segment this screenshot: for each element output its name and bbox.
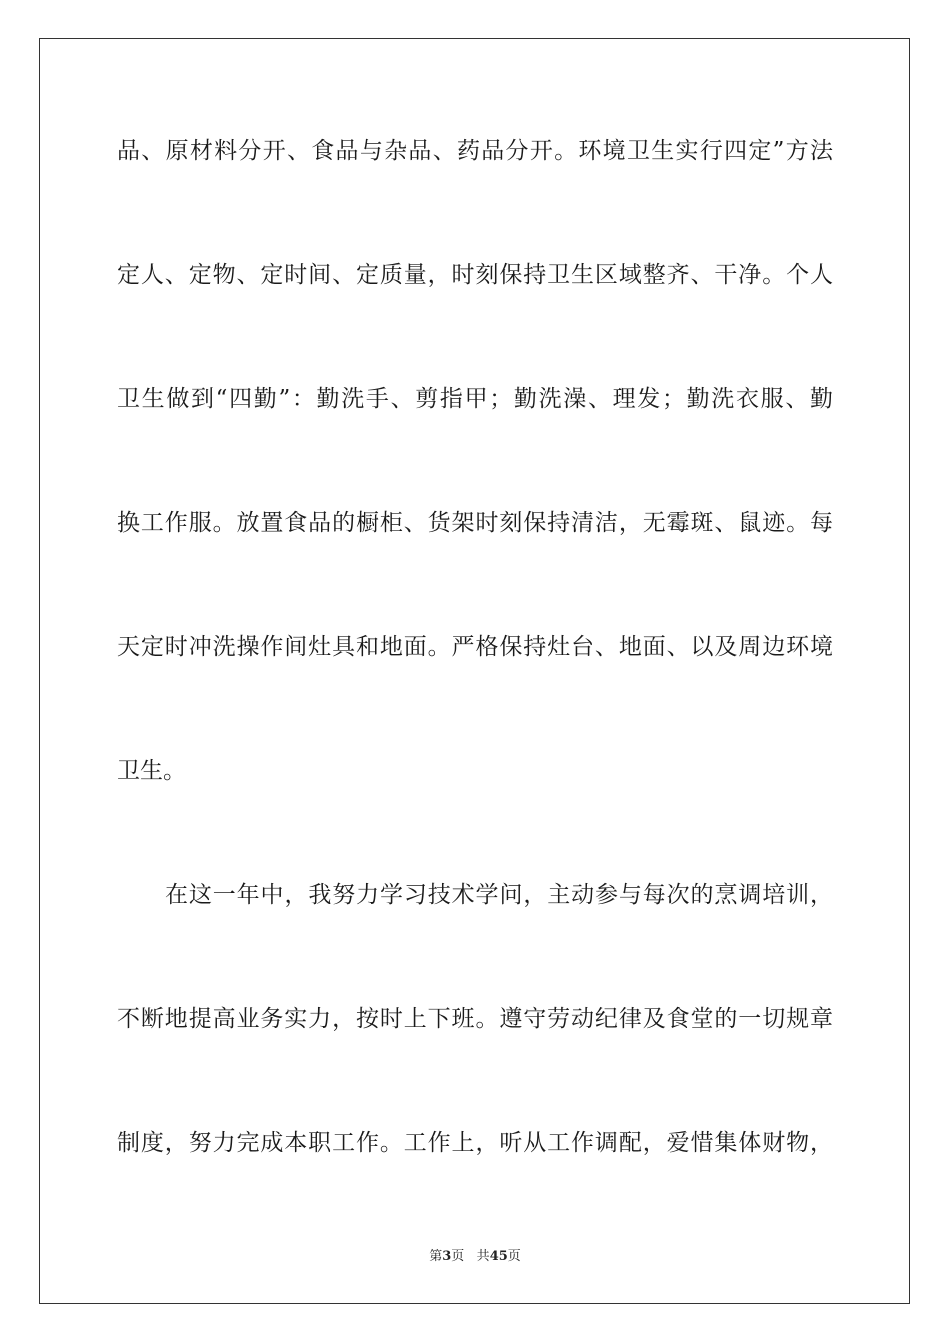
- page-number: 3: [442, 1249, 452, 1264]
- page-border: [39, 38, 910, 1304]
- paragraph-line-6: 卫生。: [117, 758, 186, 784]
- page-footer: [0, 1248, 950, 1266]
- page-prefix: 第: [429, 1249, 443, 1264]
- paragraph-line-8: 不断地提高业务实力，按时上下班。遵守劳动纪律及食堂的一切规章: [117, 1006, 833, 1032]
- paragraph-line-3: 卫生做到“四勤”：勤洗手、剪指甲；勤洗澡、理发；勤洗衣服、勤: [117, 386, 833, 412]
- paragraph-line-1: 品、原材料分开、食品与杂品、药品分开。环境卫生实行四定”方法: [117, 138, 833, 164]
- paragraph-line-2: 定人、定物、定时间、定质量，时刻保持卫生区域整齐、干净。个人: [117, 262, 833, 288]
- total-suffix: 页: [507, 1249, 521, 1264]
- paragraph-line-5: 天定时冲洗操作间灶具和地面。严格保持灶台、地面、以及周边环境: [117, 634, 833, 660]
- page-suffix: 页: [451, 1249, 465, 1264]
- paragraph-line-7: 在这一年中，我努力学习技术学问，主动参与每次的烹调培训，: [165, 882, 833, 908]
- paragraph-line-9: 制度，努力完成本职工作。工作上，听从工作调配，爱惜集体财物，: [117, 1130, 833, 1156]
- paragraph-line-4: 换工作服。放置食品的橱柜、货架时刻保持清洁，无霉斑、鼠迹。每: [117, 510, 833, 536]
- total-prefix: 共: [476, 1249, 490, 1264]
- total-pages: 45: [489, 1249, 508, 1264]
